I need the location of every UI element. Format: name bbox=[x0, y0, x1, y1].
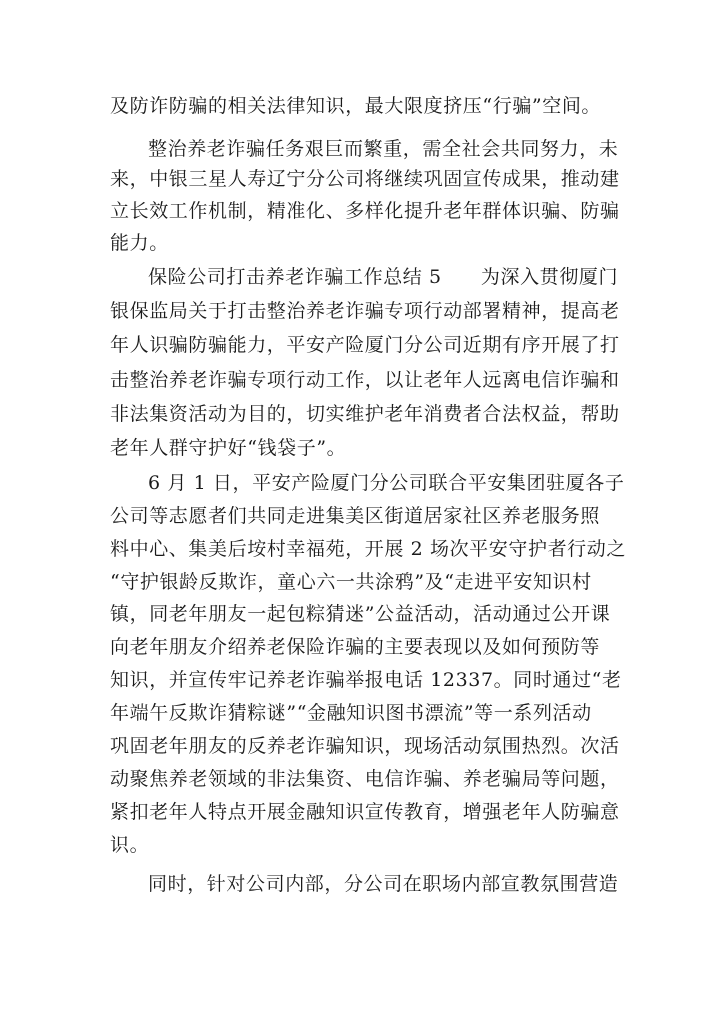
text-line: 镇，同老年朋友一起包粽猜迷”公益活动，活动通过公开课 bbox=[110, 603, 611, 625]
text-line: 6 月 1 日，平安产险厦门分公司联合平安集团驻厦各子 bbox=[148, 472, 625, 494]
text-line: 银保监局关于打击整治养老诈骗专项行动部署精神，提高老 bbox=[110, 300, 620, 322]
text-line: 动聚焦养老领域的非法集资、电信诈骗、养老骗局等问题， bbox=[110, 768, 620, 790]
text-line: 向老年朋友介绍养老保险诈骗的主要表现以及如何预防等 bbox=[110, 636, 601, 658]
text-line: 年人识骗防骗能力，平安产险厦门分公司近期有序开展了打 bbox=[110, 334, 620, 356]
text-line: 年端午反欺诈猜粽谜”“金融知识图书漂流”等一系列活动 bbox=[110, 702, 592, 724]
text-line: 识。 bbox=[110, 834, 150, 856]
text-line: 能力。 bbox=[110, 232, 169, 254]
text-line: 击整治养老诈骗专项行动工作，以让老年人远离电信诈骗和 bbox=[110, 369, 620, 391]
text-line: 保险公司打击养老诈骗工作总结 5 为深入贯彻厦门 bbox=[148, 266, 619, 288]
text-line: 老年人群守护好“钱袋子”。 bbox=[110, 437, 347, 459]
text-line: 同时，针对公司内部，分公司在职场内部宣教氛围营造 bbox=[148, 873, 619, 895]
text-line: 知识，并宣传牢记养老诈骗举报电话 12337。同时通过“老 bbox=[110, 669, 622, 691]
text-line: 整治养老诈骗任务艰巨而繁重，需全社会共同努力，未 bbox=[148, 138, 619, 160]
text-line: 料中心、集美后垵村幸福苑，开展 2 场次平安守护者行动之 bbox=[110, 538, 626, 560]
text-line: 及防诈防骗的相关法律知识，最大限度挤压“行骗”空间。 bbox=[110, 95, 602, 117]
text-line: 非法集资活动为目的，切实维护老年消费者合法权益，帮助 bbox=[110, 403, 620, 425]
text-line: 立长效工作机制，精准化、多样化提升老年群体识骗、防骗 bbox=[110, 200, 620, 222]
text-line: 巩固老年朋友的反养老诈骗知识，现场活动氛围热烈。次活 bbox=[110, 735, 620, 757]
text-line: 公司等志愿者们共同走进集美区街道居家社区养老服务照 bbox=[110, 505, 601, 527]
text-line: 来，中银三星人寿辽宁分公司将继续巩固宣传成果，推动建 bbox=[110, 168, 620, 190]
text-line: 紧扣老年人特点开展金融知识宣传教育，增强老年人防骗意 bbox=[110, 801, 620, 823]
text-line: “守护银龄反欺诈，童心六一共涂鸦”及“走进平安知识村 bbox=[110, 571, 592, 593]
